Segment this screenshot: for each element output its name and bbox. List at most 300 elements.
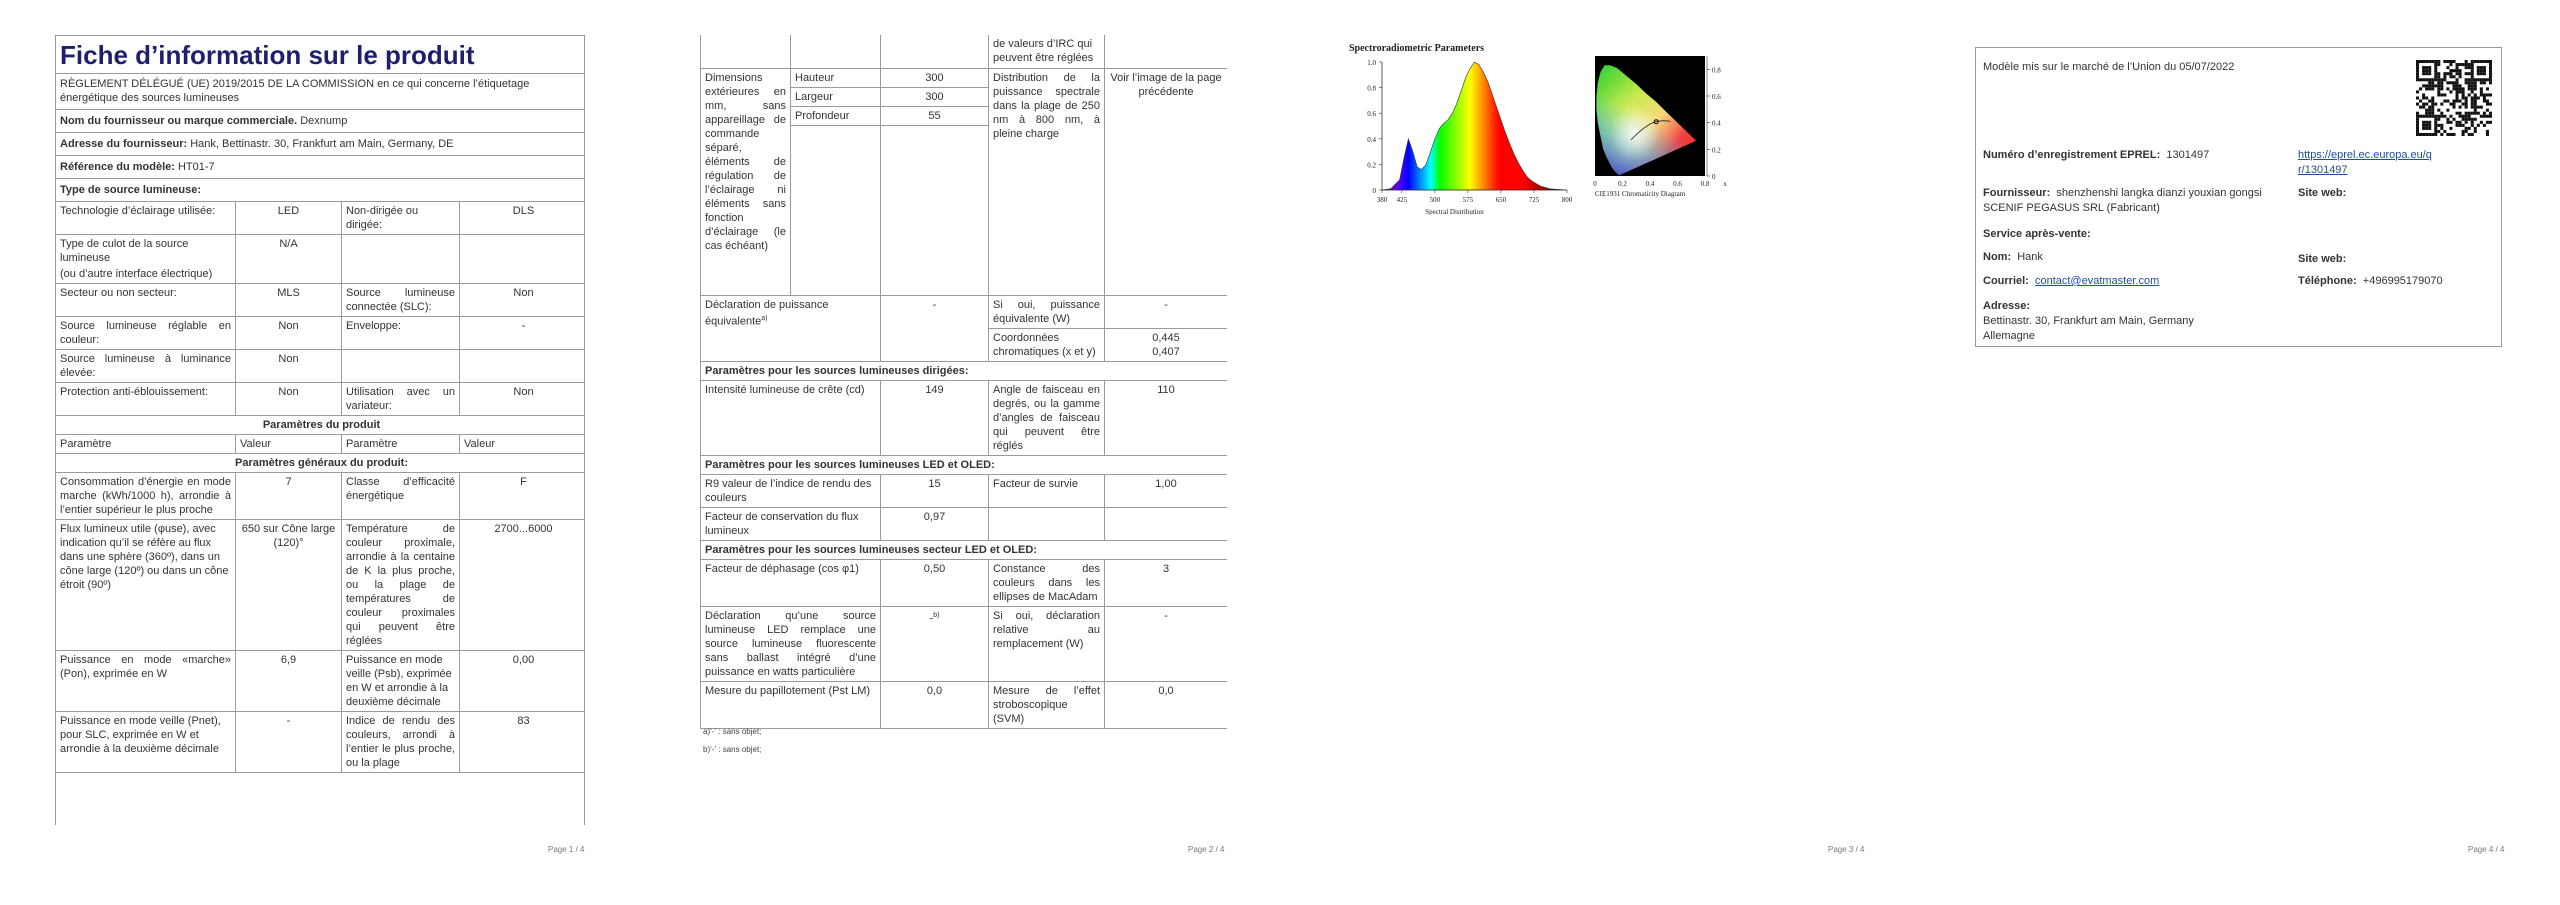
qr-module bbox=[2446, 87, 2449, 90]
qr-module bbox=[2428, 115, 2431, 118]
qr-module bbox=[2437, 72, 2440, 75]
table-row bbox=[56, 317, 586, 350]
qr-module bbox=[2425, 66, 2428, 69]
qr-module bbox=[2483, 72, 2486, 75]
qr-module bbox=[2465, 115, 2468, 118]
market-date: Modèle mis sur le marché de l’Union du 05/07/2022 bbox=[1983, 61, 2235, 73]
qr-module bbox=[2431, 60, 2434, 63]
qr-module bbox=[2468, 118, 2471, 121]
qr-module bbox=[2434, 121, 2437, 124]
qr-module bbox=[2456, 69, 2459, 72]
qr-module bbox=[2483, 69, 2486, 72]
model-value: HT01-7 bbox=[177, 161, 215, 173]
website-label bbox=[2298, 186, 2346, 201]
row-value: - bbox=[1105, 606, 1228, 681]
row-label: Puissance en mode veille (Pnet), pour SLC, exprimée en W et arrondie à la deuxième décimale bbox=[56, 712, 236, 773]
footnote-b: b)‘-’ : sans objet; bbox=[703, 745, 762, 754]
equiv-label: Déclaration de puissance équivalente bbox=[705, 298, 829, 328]
row-label: Facteur de déphasage (cos φ1) bbox=[701, 559, 881, 606]
qr-module bbox=[2425, 72, 2428, 75]
row-value: 2700...6000 bbox=[460, 520, 586, 651]
qr-module bbox=[2465, 78, 2468, 81]
cie-chromaticity-chart bbox=[1585, 52, 1745, 212]
model-row bbox=[56, 156, 586, 179]
qr-module bbox=[2486, 130, 2489, 133]
qr-module bbox=[2446, 109, 2449, 112]
qr-module bbox=[2483, 96, 2486, 99]
eprel-reg-row bbox=[1983, 148, 2209, 163]
qr-module bbox=[2416, 130, 2419, 133]
qr-module bbox=[2471, 121, 2474, 124]
row-label: Puissance en mode veille (Psb), exprimée en W et arrondie à la deuxième décimale bbox=[342, 651, 460, 712]
qr-module bbox=[2428, 106, 2431, 109]
table-row bbox=[56, 712, 586, 773]
dim-value: 300 bbox=[881, 87, 989, 106]
row-value: - bbox=[236, 712, 342, 773]
qr-module bbox=[2446, 133, 2449, 136]
supplier-label: Fournisseur: bbox=[1983, 187, 2051, 199]
row-label: Facteur de survie bbox=[989, 474, 1105, 507]
qr-module bbox=[2480, 69, 2483, 72]
qr-module bbox=[2480, 106, 2483, 109]
qr-module bbox=[2425, 127, 2428, 130]
qr-module bbox=[2489, 112, 2492, 115]
equiv-footnote-ref: a) bbox=[761, 314, 768, 322]
x-tick-label: 0.4 bbox=[1645, 180, 1655, 188]
qr-module bbox=[2465, 72, 2468, 75]
row-value: Non bbox=[236, 383, 342, 416]
address-line-2: Allemagne bbox=[1983, 330, 2035, 342]
qr-module bbox=[2474, 100, 2477, 103]
eprel-link[interactable]: https://eprel.ec.europa.eu/qr/1301497 bbox=[2298, 149, 2432, 176]
cri-continued: de valeurs d’IRC qui peuvent être réglées bbox=[989, 35, 1105, 68]
qr-module bbox=[2425, 109, 2428, 112]
qr-module bbox=[2465, 81, 2468, 84]
qr-module bbox=[2474, 84, 2477, 87]
row-value: MLS bbox=[236, 284, 342, 317]
row-value: - bbox=[460, 317, 586, 350]
qr-module bbox=[2437, 130, 2440, 133]
qr-module bbox=[2440, 84, 2443, 87]
qr-module bbox=[2483, 78, 2486, 81]
qr-module bbox=[2434, 75, 2437, 78]
row-value bbox=[1105, 35, 1228, 68]
qr-module bbox=[2471, 106, 2474, 109]
phone-row bbox=[2298, 274, 2443, 289]
table-row bbox=[701, 35, 1228, 68]
table-row bbox=[56, 651, 586, 712]
qr-module bbox=[2452, 106, 2455, 109]
table-row bbox=[56, 520, 586, 651]
qr-module bbox=[2468, 72, 2471, 75]
qr-module bbox=[2462, 124, 2465, 127]
qr-module bbox=[2459, 84, 2462, 87]
qr-module bbox=[2468, 127, 2471, 130]
qr-module bbox=[2486, 93, 2489, 96]
qr-module bbox=[2462, 87, 2465, 90]
chart-title: Spectroradiometric Parameters bbox=[1349, 43, 1485, 54]
qr-module bbox=[2456, 121, 2459, 124]
qr-module bbox=[2459, 87, 2462, 90]
x-tick-label: 575 bbox=[1462, 196, 1474, 204]
qr-module bbox=[2489, 81, 2492, 84]
qr-module bbox=[2486, 115, 2489, 118]
page-number: Page 3 / 4 bbox=[1828, 845, 1865, 854]
qr-module bbox=[2465, 130, 2468, 133]
page-1 bbox=[0, 0, 640, 905]
qr-module bbox=[2452, 84, 2455, 87]
qr-module bbox=[2416, 72, 2419, 75]
qr-module bbox=[2440, 78, 2443, 81]
qr-module bbox=[2419, 60, 2422, 63]
qr-module bbox=[2422, 66, 2425, 69]
x-tick-label: 0.6 bbox=[1673, 180, 1682, 188]
qr-module bbox=[2440, 103, 2443, 106]
address-block bbox=[1983, 299, 2194, 344]
qr-module bbox=[2474, 81, 2477, 84]
row-value: 650 sur Cône large (120)° bbox=[236, 520, 342, 651]
qr-module bbox=[2459, 121, 2462, 124]
table-row bbox=[701, 474, 1228, 507]
qr-module bbox=[2434, 72, 2437, 75]
qr-module bbox=[2468, 81, 2471, 84]
qr-module bbox=[2486, 87, 2489, 90]
qr-module bbox=[2483, 100, 2486, 103]
qr-module bbox=[2471, 66, 2474, 69]
qr-module bbox=[2465, 106, 2468, 109]
row-label: Facteur de conservation du flux lumineux bbox=[701, 507, 881, 540]
row-label: Puissance en mode «marche» (Pon), exprimée en W bbox=[56, 651, 236, 712]
qr-module bbox=[2437, 63, 2440, 66]
qr-module bbox=[2456, 93, 2459, 96]
row-value: LED bbox=[236, 202, 342, 235]
qr-module bbox=[2422, 106, 2425, 109]
row-label: Non-dirigée ou dirigée: bbox=[342, 202, 460, 235]
qr-module bbox=[2437, 81, 2440, 84]
supplier-value: Dexnump bbox=[300, 115, 348, 127]
qr-module bbox=[2459, 124, 2462, 127]
row-value: 0,97 bbox=[881, 507, 989, 540]
qr-module bbox=[2437, 87, 2440, 90]
qr-module bbox=[2416, 121, 2419, 124]
qr-module bbox=[2486, 100, 2489, 103]
qr-module bbox=[2456, 100, 2459, 103]
qr-module bbox=[2456, 72, 2459, 75]
qr-module bbox=[2471, 87, 2474, 90]
qr-module bbox=[2443, 78, 2446, 81]
qr-module bbox=[2431, 87, 2434, 90]
qr-module bbox=[2449, 133, 2452, 136]
qr-module bbox=[2465, 63, 2468, 66]
qr-module bbox=[2474, 60, 2477, 63]
name-label: Nom: bbox=[1983, 251, 2012, 263]
qr-module bbox=[2446, 81, 2449, 84]
row-label: Mesure de l’effet stroboscopique (SVM) bbox=[989, 681, 1105, 728]
qr-module bbox=[2443, 75, 2446, 78]
supplier-label: Nom du fournisseur ou marque commerciale. bbox=[60, 115, 298, 127]
row-label: Source lumineuse connectée (SLC): bbox=[342, 284, 460, 317]
y-tick-label: 0.4 bbox=[1367, 135, 1376, 144]
row-value: 15 bbox=[881, 474, 989, 507]
qr-module bbox=[2489, 121, 2492, 124]
row-label bbox=[342, 235, 460, 284]
qr-module bbox=[2471, 60, 2474, 63]
qr-module bbox=[2443, 130, 2446, 133]
row-value: Non bbox=[460, 383, 586, 416]
row-value bbox=[1105, 328, 1228, 361]
table-row bbox=[56, 235, 586, 284]
cie-caption: CIE1931 Chromaticity Diagram bbox=[1595, 190, 1686, 198]
y-tick-label: 0.2 bbox=[1712, 146, 1721, 155]
dim-value: 300 bbox=[881, 68, 989, 87]
regulation-text: RÈGLEMENT DÉLÉGUÉ (UE) 2019/2015 DE LA COMMISSION en ce qui concerne l’étiquetage énergétique des sources lumineuses bbox=[56, 74, 586, 110]
qr-module bbox=[2428, 66, 2431, 69]
product-sheet-table-continued bbox=[700, 35, 1227, 735]
qr-module bbox=[2434, 124, 2437, 127]
qr-module bbox=[2474, 96, 2477, 99]
qr-module bbox=[2416, 60, 2419, 63]
qr-module bbox=[2468, 84, 2471, 87]
footnote-a: a)‘-’ : sans objet; bbox=[703, 727, 762, 736]
page-title: Fiche d’information sur le produit bbox=[56, 36, 586, 74]
x-axis-caption: Spectral Distribution bbox=[1425, 208, 1484, 215]
qr-module bbox=[2471, 133, 2474, 136]
row-label bbox=[701, 35, 791, 68]
qr-module bbox=[2477, 72, 2480, 75]
qr-module bbox=[2431, 81, 2434, 84]
qr-module bbox=[2480, 87, 2483, 90]
page-number: Page 4 / 4 bbox=[2468, 845, 2505, 854]
table-row bbox=[701, 507, 1228, 540]
row-value: Non bbox=[460, 284, 586, 317]
qr-module bbox=[2468, 66, 2471, 69]
qr-module bbox=[2462, 93, 2465, 96]
qr-module bbox=[2477, 124, 2480, 127]
qr-module bbox=[2474, 109, 2477, 112]
qr-module bbox=[2459, 63, 2462, 66]
qr-module bbox=[2434, 127, 2437, 130]
x-tick-label: 380 bbox=[1376, 196, 1388, 204]
address-row bbox=[56, 133, 586, 156]
spectral-area bbox=[1382, 62, 1567, 190]
row-label: Flux lumineux utile (φuse), avec indication qu’il se réfère au flux dans une sphère (360º), dans un cône large (120º) ou dans un cône étroit (90º) bbox=[56, 520, 236, 651]
qr-module bbox=[2434, 66, 2437, 69]
qr-module bbox=[2468, 133, 2471, 136]
x-tick-label: 0.8 bbox=[1700, 180, 1710, 188]
qr-module bbox=[2425, 84, 2428, 87]
service-website-label-text: Site web: bbox=[2298, 253, 2347, 265]
qr-module bbox=[2428, 87, 2431, 90]
qr-module bbox=[2422, 103, 2425, 106]
qr-module bbox=[2434, 69, 2437, 72]
qr-module bbox=[2471, 72, 2474, 75]
qr-module bbox=[2437, 78, 2440, 81]
qr-module bbox=[2462, 103, 2465, 106]
row-label bbox=[342, 350, 460, 383]
qr-module bbox=[2462, 115, 2465, 118]
qr-module bbox=[2428, 60, 2431, 63]
qr-module bbox=[2431, 78, 2434, 81]
table-row bbox=[701, 606, 1228, 681]
qr-module bbox=[2425, 115, 2428, 118]
email-label: Courriel: bbox=[1983, 275, 2029, 287]
qr-module bbox=[2425, 112, 2428, 115]
qr-module bbox=[2440, 93, 2443, 96]
row-value bbox=[460, 350, 586, 383]
dim-name: Hauteur bbox=[791, 68, 881, 87]
qr-module bbox=[2422, 133, 2425, 136]
row-value: 7 bbox=[236, 473, 342, 520]
qr-module bbox=[2477, 66, 2480, 69]
table-row bbox=[701, 68, 1228, 87]
row-value: 0,0 bbox=[1105, 681, 1228, 728]
qr-module bbox=[2440, 127, 2443, 130]
qr-module bbox=[2471, 84, 2474, 87]
qr-module bbox=[2480, 78, 2483, 81]
row-label bbox=[56, 235, 236, 284]
qr-module bbox=[2489, 72, 2492, 75]
row-value: DLS bbox=[460, 202, 586, 235]
qr-module bbox=[2486, 121, 2489, 124]
y-tick-label: 0 bbox=[1372, 187, 1376, 195]
qr-module bbox=[2462, 130, 2465, 133]
qr-module bbox=[2486, 109, 2489, 112]
qr-module bbox=[2468, 78, 2471, 81]
qr-module bbox=[2483, 93, 2486, 96]
qr-module bbox=[2489, 93, 2492, 96]
qr-module bbox=[2416, 66, 2419, 69]
qr-module bbox=[2428, 69, 2431, 72]
qr-module bbox=[2449, 60, 2452, 63]
dim-value bbox=[881, 125, 989, 295]
qr-module bbox=[2419, 106, 2422, 109]
qr-module bbox=[2489, 60, 2492, 63]
x-tick-label: 0 bbox=[1593, 180, 1597, 188]
qr-module bbox=[2471, 112, 2474, 115]
column-header: Paramètre bbox=[342, 435, 460, 454]
product-sheet-table bbox=[55, 35, 585, 825]
qr-module bbox=[2428, 124, 2431, 127]
qr-module bbox=[2465, 103, 2468, 106]
qr-module bbox=[2422, 72, 2425, 75]
row-value bbox=[881, 35, 989, 68]
qr-module bbox=[2489, 75, 2492, 78]
row-value bbox=[1105, 507, 1228, 540]
table-row bbox=[701, 295, 1228, 328]
qr-module bbox=[2483, 66, 2486, 69]
qr-module bbox=[2465, 100, 2468, 103]
qr-module bbox=[2449, 75, 2452, 78]
qr-module bbox=[2422, 96, 2425, 99]
qr-module bbox=[2465, 118, 2468, 121]
row-value: N/A bbox=[236, 235, 342, 284]
qr-module bbox=[2440, 81, 2443, 84]
address-line-1: Bettinastr. 30, Frankfurt am Main, Germany bbox=[1983, 315, 2194, 327]
qr-module bbox=[2483, 112, 2486, 115]
qr-module bbox=[2422, 115, 2425, 118]
qr-module bbox=[2416, 115, 2419, 118]
dim-value: 55 bbox=[881, 106, 989, 125]
qr-module bbox=[2449, 69, 2452, 72]
qr-module bbox=[2456, 112, 2459, 115]
qr-module bbox=[2449, 103, 2452, 106]
qr-module bbox=[2471, 96, 2474, 99]
qr-module bbox=[2452, 103, 2455, 106]
qr-module bbox=[2437, 90, 2440, 93]
qr-module bbox=[2456, 84, 2459, 87]
row-value: 6,9 bbox=[236, 651, 342, 712]
qr-module bbox=[2452, 133, 2455, 136]
page-number: Page 2 / 4 bbox=[1188, 845, 1225, 854]
qr-module bbox=[2480, 81, 2483, 84]
qr-module bbox=[2440, 133, 2443, 136]
qr-module bbox=[2483, 124, 2486, 127]
dim-name bbox=[791, 125, 881, 295]
row-label bbox=[989, 507, 1105, 540]
qr-module bbox=[2471, 103, 2474, 106]
qr-module bbox=[2425, 69, 2428, 72]
page-2 bbox=[640, 0, 1280, 905]
qr-module bbox=[2456, 96, 2459, 99]
qr-module bbox=[2489, 103, 2492, 106]
qr-module bbox=[2422, 121, 2425, 124]
qr-module bbox=[2465, 60, 2468, 63]
qr-module bbox=[2474, 106, 2477, 109]
qr-module bbox=[2459, 100, 2462, 103]
row-label: Technologie d’éclairage utilisée: bbox=[56, 202, 236, 235]
qr-module bbox=[2471, 90, 2474, 93]
service-name-row bbox=[1983, 250, 2043, 265]
qr-module bbox=[2449, 115, 2452, 118]
qr-module bbox=[2480, 115, 2483, 118]
row-value: 110 bbox=[1105, 380, 1228, 455]
qr-module bbox=[2419, 87, 2422, 90]
qr-module bbox=[2416, 133, 2419, 136]
qr-module bbox=[2443, 72, 2446, 75]
qr-module bbox=[2431, 100, 2434, 103]
qr-module bbox=[2474, 112, 2477, 115]
qr-module bbox=[2434, 103, 2437, 106]
qr-module bbox=[2449, 81, 2452, 84]
qr-module bbox=[2428, 100, 2431, 103]
row-label: Si oui, puissance équivalente (W) bbox=[989, 295, 1105, 328]
x-tick-label: 425 bbox=[1396, 196, 1408, 204]
row-label: Constance des couleurs dans les ellipses de MacAdam bbox=[989, 559, 1105, 606]
qr-module bbox=[2489, 69, 2492, 72]
qr-module bbox=[2422, 69, 2425, 72]
qr-module bbox=[2446, 121, 2449, 124]
led-heading: Paramètres pour les sources lumineuses LED et OLED: bbox=[701, 455, 1228, 474]
qr-module bbox=[2452, 81, 2455, 84]
qr-module bbox=[2456, 81, 2459, 84]
qr-module bbox=[2459, 69, 2462, 72]
x-axis-label: x bbox=[1723, 180, 1727, 188]
qr-module bbox=[2416, 69, 2419, 72]
qr-module bbox=[2468, 87, 2471, 90]
spectral-label: Distribution de la puissance spectrale dans la plage de 250 nm à 800 nm, à pleine charge bbox=[989, 68, 1105, 295]
qr-module bbox=[2428, 133, 2431, 136]
qr-code-icon bbox=[2416, 60, 2492, 136]
row-label: Coordonnées chromatiques (x et y) bbox=[989, 328, 1105, 361]
qr-module bbox=[2443, 60, 2446, 63]
y-tick-label: 0.2 bbox=[1367, 161, 1376, 170]
qr-module bbox=[2486, 103, 2489, 106]
qr-module bbox=[2459, 106, 2462, 109]
qr-module bbox=[2428, 121, 2431, 124]
qr-module bbox=[2428, 112, 2431, 115]
qr-module bbox=[2419, 133, 2422, 136]
email-link[interactable]: contact@evatmaster.com bbox=[2034, 275, 2160, 287]
